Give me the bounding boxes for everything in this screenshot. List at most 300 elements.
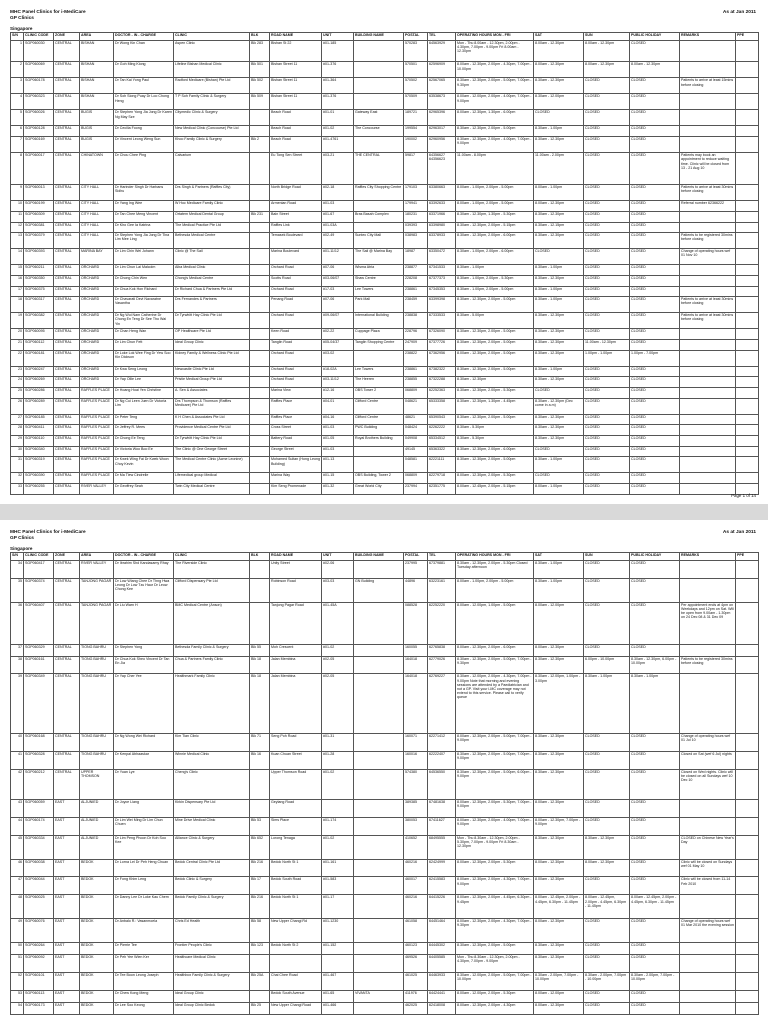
cell-col-sat: 8.30am - 12.30pm: [534, 734, 584, 752]
cell-col-clinic: Frontier People's Clinic: [174, 943, 250, 955]
cell-col-doctor: Dr Chong Chin Wen: [114, 275, 174, 286]
cell-col-tel: 62415583: [428, 877, 456, 895]
cell-col-clinic: BMC Medical Centre (Anson): [174, 602, 250, 644]
table-row: [11, 110, 759, 126]
cell-col-sun: 8.30am - 2.00pm, 7.00pm - 10.00pm: [584, 972, 630, 990]
cell-col-remarks: Patients may book an appointment to reduce waiting time. Clinic will be closed from 13 - 21 Aug 10: [680, 153, 736, 185]
cell-col-ppe: [736, 350, 759, 366]
cell-col-ph: CLOSED: [630, 877, 680, 895]
cell-col-sun: CLOSED: [584, 734, 630, 752]
cell-col-sun: CLOSED: [584, 233, 630, 249]
cell-col-tel: 62252363: [428, 387, 456, 398]
cell-col-blk: [250, 329, 270, 340]
cell-col-ph: CLOSED: [630, 286, 680, 297]
cell-col-doctor: Dr Tee Boon Leong Joseph: [114, 972, 174, 990]
cell-col-ph: CLOSED: [630, 457, 680, 473]
cell-col-zone: EAST: [54, 990, 80, 1002]
cell-col-zone: CENTRAL: [54, 366, 80, 377]
cell-col-sat: 8.00am - 12.30pm: [534, 1002, 584, 1014]
cell-col-postal: 190002: [404, 137, 428, 153]
header-col-road: ROAD NAME: [270, 553, 322, 561]
cell-col-doctor: Dr Low Wiang Chee Dr Thng Hwa Leong Dr Low Tzu Haur Dr Leow Chong Kee: [114, 578, 174, 602]
cell-col-clinic: Ideal Group Clinic: [174, 339, 250, 350]
cell-col-sun: CLOSED: [584, 955, 630, 973]
cell-col-hours: 8.30am - 12.30pm, 2.00pm - 5.00pm: [456, 457, 534, 473]
header-col-unit: UNIT: [322, 33, 354, 41]
table-row: [11, 895, 759, 919]
cell-col-sn: 4: [11, 94, 24, 110]
cell-col-hours: 8.30am - 1.00pm: [456, 265, 534, 276]
cell-col-blk: [250, 297, 270, 313]
cell-col-postal: 49145: [404, 446, 428, 457]
cell-col-ppe: [736, 457, 759, 473]
cell-col-building: [354, 78, 404, 94]
cell-col-doctor: Dr Fong Khim Leng: [114, 877, 174, 895]
cell-col-remarks: [680, 955, 736, 973]
cell-col-area: ORCHARD: [80, 297, 114, 313]
cell-col-clinic: Chua & Partners Family Clinic: [174, 656, 250, 674]
cell-col-sun: CLOSED: [584, 446, 630, 457]
cell-col-building: [354, 137, 404, 153]
cell-col-tel: 65390543: [428, 414, 456, 425]
table-row: [11, 350, 759, 366]
cell-col-unit: #01-32: [322, 484, 354, 495]
cell-col-postal: 179103: [404, 185, 428, 201]
cell-col-unit: #01-15: [322, 473, 354, 484]
cell-col-tel: 63380663: [428, 185, 456, 201]
cell-col-sun: CLOSED: [584, 137, 630, 153]
cell-col-unit: #09-06/07: [322, 313, 354, 329]
cell-col-doctor: Dr Lim Chin Wei Johann: [114, 249, 174, 265]
cell-col-sun: CLOSED: [584, 78, 630, 94]
cell-col-hours: 8.30am - 12.30pm, 2.00pm - 5.00pm: [456, 414, 534, 425]
cell-col-ppe: [736, 185, 759, 201]
cell-col-remarks: Per appointment ends at 4pm on Weekdays and 12pm on Sat. Will be open from 9.00am - 1.30pm on 24 Dec 08 & 31 Dec 09: [680, 602, 736, 644]
cell-col-area: BUGIS: [80, 137, 114, 153]
cell-col-building: PWC Building: [354, 425, 404, 436]
cell-col-unit: #01-31: [322, 734, 354, 752]
cell-col-zone: CENTRAL: [54, 446, 80, 457]
cell-col-clinic-code: SGP060025: [24, 895, 54, 919]
cell-col-road: Beach Road: [270, 110, 322, 126]
cell-col-zone: CENTRAL: [54, 674, 80, 734]
cell-col-sn: 36: [11, 602, 24, 644]
cell-col-zone: EAST: [54, 835, 80, 859]
cell-col-area: BEDOK: [80, 895, 114, 919]
cell-col-clinic-code: SGP060289: [24, 398, 54, 414]
cell-col-clinic-code: SGP060255: [24, 484, 54, 495]
cell-col-sun: 11.00am - 12.30pm: [584, 339, 630, 350]
cell-col-tel: 62960956: [428, 137, 456, 153]
cell-col-sun: CLOSED: [584, 769, 630, 799]
cell-col-clinic: Healthcare Medical Clinic: [174, 955, 250, 973]
cell-col-zone: CENTRAL: [54, 561, 80, 579]
cell-col-tel: 62769227: [428, 674, 456, 734]
cell-col-hours: 8.30am - 12.30pm: [456, 377, 534, 388]
cell-col-road: Seng Poh Road: [270, 734, 322, 752]
table-row: [11, 446, 759, 457]
cell-col-unit: #05-04/37: [322, 339, 354, 350]
cell-col-hours: 8.30am - 1.00pm, 2.00pm - 5.30pm: [456, 275, 534, 286]
cell-col-ppe: [736, 734, 759, 752]
header-col-postal: POSTAL: [404, 553, 428, 561]
cell-col-clinic: The Clinic @ One George Street: [174, 446, 250, 457]
cell-col-blk: [250, 201, 270, 212]
cell-col-clinic-code: SGP060076: [24, 919, 54, 943]
cell-col-blk: [250, 339, 270, 350]
cell-col-building: The Sail @ Marina Bay: [354, 249, 404, 265]
cell-col-postal: 238855: [404, 377, 428, 388]
cell-col-ppe: [736, 674, 759, 734]
header-col-clinic-code: CLINIC CODE: [24, 553, 54, 561]
cell-col-ph: CLOSED: [630, 222, 680, 233]
cell-col-sn: 29: [11, 436, 24, 447]
cell-col-unit: #04-01: [322, 398, 354, 414]
cell-col-ppe: [736, 602, 759, 644]
cell-col-zone: CENTRAL: [54, 126, 80, 137]
cell-col-sn: 7: [11, 137, 24, 153]
cell-col-area: CITY HALL: [80, 222, 114, 233]
cell-col-remarks: [680, 222, 736, 233]
cell-col-clinic-code: SGP060350: [24, 275, 54, 286]
cell-col-sn: 25: [11, 387, 24, 398]
cell-col-sn: 24: [11, 377, 24, 388]
cell-col-zone: CENTRAL: [54, 78, 80, 94]
header-col-sun: SUN: [584, 33, 630, 41]
cell-col-area: BEDOK: [80, 919, 114, 943]
cell-col-building: Suntec City Mall: [354, 233, 404, 249]
cell-col-clinic: Ideal Group Clinic Bedok: [174, 1002, 250, 1014]
cell-col-clinic-code: SGP060382: [24, 313, 54, 329]
cell-col-blk: [250, 249, 270, 265]
cell-col-ppe: [736, 201, 759, 212]
cell-col-remarks: Change of operating hours wef 01 Nov 10: [680, 249, 736, 265]
cell-col-sat: 8.30am - 12.30pm: [534, 955, 584, 973]
cell-col-remarks: [680, 126, 736, 137]
cell-col-building: [354, 350, 404, 366]
cell-col-area: BEDOK: [80, 955, 114, 973]
cell-col-road: Beach Road: [270, 137, 322, 153]
cell-col-building: Clifford Centre: [354, 414, 404, 425]
cell-col-doctor: Dr Yap Cher Yee: [114, 674, 174, 734]
cell-col-clinic: Dr Tyrwhitt Hay Clinic Pte Ltd: [174, 436, 250, 447]
cell-col-clinic: Chris Ed Health: [174, 919, 250, 943]
cell-col-clinic: Calvarium: [174, 153, 250, 185]
cell-col-clinic-code: SGP060017: [24, 153, 54, 185]
cell-col-tel: 68495555: [428, 835, 456, 859]
cell-col-tel: 67411627: [428, 817, 456, 835]
cell-col-tel: 67377726: [428, 339, 456, 350]
cell-col-hours: 8.30am - 1.00pm, 2.00pm - 5.00pm: [456, 286, 534, 297]
cell-col-zone: EAST: [54, 972, 80, 990]
cell-col-sat: 8.30am - 12.30pm: [534, 211, 584, 222]
cell-col-building: [354, 919, 404, 943]
cell-col-blk: Blk 501: [250, 62, 270, 78]
cell-col-postal: 160055: [404, 644, 428, 656]
cell-col-unit: #03-06/07: [322, 275, 354, 286]
cell-col-tel: 63392633: [428, 201, 456, 212]
cell-col-remarks: [680, 799, 736, 817]
cell-col-zone: CENTRAL: [54, 233, 80, 249]
cell-col-building: [354, 895, 404, 919]
cell-col-ppe: [736, 153, 759, 185]
cell-col-unit: #07-06: [322, 265, 354, 276]
cell-col-zone: CENTRAL: [54, 153, 80, 185]
cell-col-building: VIVANTA: [354, 990, 404, 1002]
cell-col-building: [354, 674, 404, 734]
cell-col-sn: 52: [11, 972, 24, 990]
cell-col-postal: 460017: [404, 877, 428, 895]
table-row: [11, 275, 759, 286]
cell-col-road: [270, 955, 322, 973]
cell-col-remarks: [680, 644, 736, 656]
cell-col-hours: 8.00am - 12.30pm, 2.00pm - 5.00pm, 7.00pm - 9.00pm: [456, 734, 534, 752]
cell-col-doctor: Dr Chua Kok Hon Richard: [114, 286, 174, 297]
cell-col-clinic: Ortatem Medical Dental Group: [174, 211, 250, 222]
cell-col-hours: 8.30am - 12.30pm, 2.00pm - 5.00pm: [456, 339, 534, 350]
cell-col-hours: Mon - Thu 8.00am - 12.30pm, 2.00pm - 4.30pm, 7.00pm - 9.00pm Fri 8.00am - 12.30pm: [456, 41, 534, 62]
cell-col-blk: [250, 313, 270, 329]
cell-col-doctor: Dr Wong Kin Chan: [114, 41, 174, 62]
header-col-unit: UNIT: [322, 553, 354, 561]
cell-col-road: Robinson Road: [270, 578, 322, 602]
cell-col-postal: 038983: [404, 233, 428, 249]
cell-col-unit: #01-152: [322, 943, 354, 955]
cell-col-road: George Street: [270, 446, 322, 457]
cell-col-sat: 8.30am - 1.00pm: [534, 457, 584, 473]
cell-col-road: Armenian Road: [270, 201, 322, 212]
cell-col-clinic-code: SGP060269: [24, 377, 54, 388]
cell-col-ph: CLOSED: [630, 185, 680, 201]
cell-col-doctor: Dr Kho Gee Ia Katrina: [114, 222, 174, 233]
cell-col-sn: 3: [11, 78, 24, 94]
cell-col-zone: CENTRAL: [54, 297, 80, 313]
cell-col-remarks: [680, 94, 736, 110]
header-col-road: ROAD NAME: [270, 33, 322, 41]
cell-col-area: BISHAN: [80, 78, 114, 94]
cell-col-zone: CENTRAL: [54, 275, 80, 286]
cell-col-clinic: Kirkin Dispensary Pte Ltd: [174, 799, 250, 817]
cell-col-hours: 8.00am - 12.30pm, 2.00pm - 5.30pm, 7.00pm - 9.00pm: [456, 799, 534, 817]
cell-col-building: International Building: [354, 313, 404, 329]
cell-col-tel: 65363322: [428, 446, 456, 457]
cell-col-blk: [250, 561, 270, 579]
cell-col-sun: CLOSED: [584, 222, 630, 233]
cell-col-ph: CLOSED: [630, 275, 680, 286]
cell-col-unit: #04-16: [322, 414, 354, 425]
cell-col-postal: 048424: [404, 425, 428, 436]
cell-col-zone: CENTRAL: [54, 436, 80, 447]
cell-col-clinic-code: SGP060095: [24, 329, 54, 340]
document-subtitle: GP Clinics: [10, 16, 34, 21]
cell-col-clinic: Cheng's Clinic: [174, 769, 250, 799]
cell-col-hours: 8.00am - 12.30pm, 2.00pm - 6.00pm: [456, 644, 534, 656]
cell-col-sat: 8.30am - 12.30pm: [534, 436, 584, 447]
cell-col-sn: 46: [11, 859, 24, 877]
cell-col-remarks: [680, 377, 736, 388]
cell-col-sat: 8.00am - 12.30pm: [534, 41, 584, 62]
cell-col-building: Cuppage Plaza: [354, 329, 404, 340]
cell-col-doctor: Dr Victoria Woo Boo Ee: [114, 446, 174, 457]
cell-col-clinic: A. Sen & Associates: [174, 387, 250, 398]
cell-col-blk: [250, 769, 270, 799]
cell-col-clinic: The Medical Centre Clinic (Acme Leonine): [174, 457, 250, 473]
cell-col-sun: 8.00am - 12.30pm: [584, 859, 630, 877]
page-footer: Page 1 of 14: [731, 493, 756, 498]
cell-col-hours: 8.30am - 5.30pm: [456, 425, 534, 436]
cell-col-remarks: [680, 110, 736, 126]
cell-col-sat: 8.30am - 1.00pm: [534, 286, 584, 297]
cell-col-clinic: Pristie Medical Group Pte Ltd: [174, 377, 250, 388]
cell-col-sat: 8.30am - 12.30pm: [534, 769, 584, 799]
cell-col-doctor: Dr Danny Lee Dr Loke Kau Chern: [114, 895, 174, 919]
cell-col-zone: CENTRAL: [54, 329, 80, 340]
cell-col-ph: CLOSED: [630, 473, 680, 484]
table-row: [11, 835, 759, 859]
table-row: [11, 297, 759, 313]
cell-col-sn: 31: [11, 457, 24, 473]
cell-col-building: [354, 835, 404, 859]
cell-col-sat: 8.30am - 1.00pm: [534, 366, 584, 377]
cell-col-sun: CLOSED: [584, 425, 630, 436]
header-col-ph: PUBLIC HOLIDAY: [630, 553, 680, 561]
cell-col-ph: CLOSED: [630, 137, 680, 153]
cell-col-building: [354, 62, 404, 78]
cell-col-tel: 62963017: [428, 126, 456, 137]
cell-col-blk: [250, 286, 270, 297]
cell-col-sn: 33: [11, 484, 24, 495]
cell-col-doctor: Dr Chua Kok Sheo Vincent Dr Tan En Jia: [114, 656, 174, 674]
cell-col-remarks: [680, 62, 736, 78]
cell-col-clinic: Bedok Family Clinic & Surgery: [174, 895, 250, 919]
cell-col-clinic-code: SGP060110: [24, 436, 54, 447]
cell-col-tel: 67377373: [428, 275, 456, 286]
cell-col-unit: #03-11/12: [322, 377, 354, 388]
cell-col-tel: 62765838: [428, 644, 456, 656]
cell-col-area: TIONG BAHRU: [80, 644, 114, 656]
table-row: [11, 137, 759, 153]
cell-col-zone: CENTRAL: [54, 457, 80, 473]
table-row: [11, 877, 759, 895]
table-row: [11, 473, 759, 484]
cell-col-blk: [250, 414, 270, 425]
cell-col-sun: CLOSED: [584, 799, 630, 817]
cell-col-clinic-code: SGP060212: [24, 769, 54, 799]
header-col-ppe: PPE: [736, 33, 759, 41]
cell-col-sun: CLOSED: [584, 919, 630, 943]
cell-col-road: Orchard Road: [270, 350, 322, 366]
cell-col-blk: [250, 955, 270, 973]
cell-col-building: GN Building: [354, 578, 404, 602]
cell-col-clinic: Drs Thompson & Thomson (Raffles Medicare) Pte Ltd: [174, 398, 250, 414]
cell-col-ph: CLOSED: [630, 233, 680, 249]
cell-col-postal: 068809: [404, 387, 428, 398]
cell-col-area: ORCHARD: [80, 339, 114, 350]
cell-col-zone: EAST: [54, 895, 80, 919]
cell-col-area: ORCHARD: [80, 265, 114, 276]
cell-col-building: [354, 799, 404, 817]
table-row: [11, 484, 759, 495]
cell-col-clinic: Winnie Medical Clinic: [174, 752, 250, 770]
cell-col-blk: [250, 110, 270, 126]
table-row: [11, 1002, 759, 1014]
cell-col-area: TANJONG PAGAR: [80, 578, 114, 602]
cell-col-hours: 8.30am - 12.30pm, 2.00pm - 6.00pm: [456, 233, 534, 249]
cell-col-clinic: Clifford Dispensary Pte Ltd: [174, 578, 250, 602]
cell-col-zone: CENTRAL: [54, 414, 80, 425]
cell-col-clinic: Dr Tyrwhitt Hay Clinic Pte Ltd: [174, 313, 250, 329]
header-col-sn: S/N: [11, 553, 24, 561]
cell-col-clinic: Kidney Family & Wellness Clinic Pte Ltd: [174, 350, 250, 366]
cell-col-clinic-code: SGP060379: [24, 233, 54, 249]
cell-col-ph: 8.00am - 12.45pm, 2.00pm - 4.45pm, 6.30pm - 11.45pm: [630, 895, 680, 919]
cell-col-sn: 1: [11, 41, 24, 62]
cell-col-clinic: The Medical Practice Pte Ltd: [174, 222, 250, 233]
cell-col-ppe: [736, 249, 759, 265]
cell-col-blk: [250, 799, 270, 817]
cell-col-zone: CENTRAL: [54, 286, 80, 297]
cell-col-road: Raffles Place: [270, 398, 322, 414]
cell-col-postal: 389385: [404, 799, 428, 817]
cell-col-ph: CLOSED: [630, 366, 680, 377]
cell-col-building: Bras Basah Complex: [354, 211, 404, 222]
cell-col-zone: CENTRAL: [54, 656, 80, 674]
cell-col-clinic-code: SGP060199: [24, 201, 54, 212]
cell-col-unit: #03-21: [322, 153, 354, 185]
cell-col-sun: CLOSED: [584, 377, 630, 388]
cell-col-doctor: Dr Ng Wui Nam Catherine Dr Chong En Teng Dr See Tho Wai Yin: [114, 313, 174, 329]
cell-col-clinic: Alliance Clinic & Surgery: [174, 835, 250, 859]
cell-col-unit: #01-02: [322, 644, 354, 656]
header-col-sat: SAT: [534, 553, 584, 561]
cell-col-zone: CENTRAL: [54, 734, 80, 752]
cell-col-ppe: [736, 233, 759, 249]
cell-col-clinic: Alba Medical Clinic: [174, 265, 250, 276]
cell-col-doctor: Dr Kwek Wing Fai Dr Kwek Woon Choy Kevin: [114, 457, 174, 473]
cell-col-area: RAFFLES PLACE: [80, 473, 114, 484]
cell-col-building: [354, 817, 404, 835]
cell-col-building: [354, 734, 404, 752]
cell-col-clinic-code: SGP060375: [24, 286, 54, 297]
table-row: [11, 919, 759, 943]
cell-col-clinic: Ideal Group Clinic: [174, 990, 250, 1002]
cell-col-ppe: [736, 877, 759, 895]
cell-col-sat: 8.00am - 12.30pm: [534, 201, 584, 212]
cell-col-hours: 8.30am - 12.30pm, 1.30pm - 4.45pm: [456, 398, 534, 414]
cell-col-sn: 18: [11, 297, 24, 313]
cell-col-sun: CLOSED: [584, 110, 630, 126]
table-row: [11, 126, 759, 137]
cell-col-area: RAFFLES PLACE: [80, 425, 114, 436]
document-page-2: [0, 520, 768, 1024]
table-row: [11, 222, 759, 233]
cell-col-remarks: Closed on Sat (wef 6 Jul) nights: [680, 752, 736, 770]
cell-col-remarks: [680, 674, 736, 734]
cell-col-building: OBS Tower 2: [354, 387, 404, 398]
table-row: [11, 286, 759, 297]
header-col-blk: BLK: [250, 553, 270, 561]
cell-col-doctor: Dr Lim Chun Fett: [114, 339, 174, 350]
cell-col-blk: Blk 18: [250, 674, 270, 734]
cell-col-sun: CLOSED: [584, 943, 630, 955]
cell-col-remarks: [680, 339, 736, 350]
cell-col-road: Bishan Street 11: [270, 62, 322, 78]
cell-col-ph: CLOSED: [630, 752, 680, 770]
cell-col-building: Gateway East: [354, 110, 404, 126]
cell-col-building: OBS Building, Tower 2: [354, 473, 404, 484]
cell-col-road: Bedok South Road: [270, 877, 322, 895]
cell-col-doctor: Dr Joyce Liang: [114, 799, 174, 817]
